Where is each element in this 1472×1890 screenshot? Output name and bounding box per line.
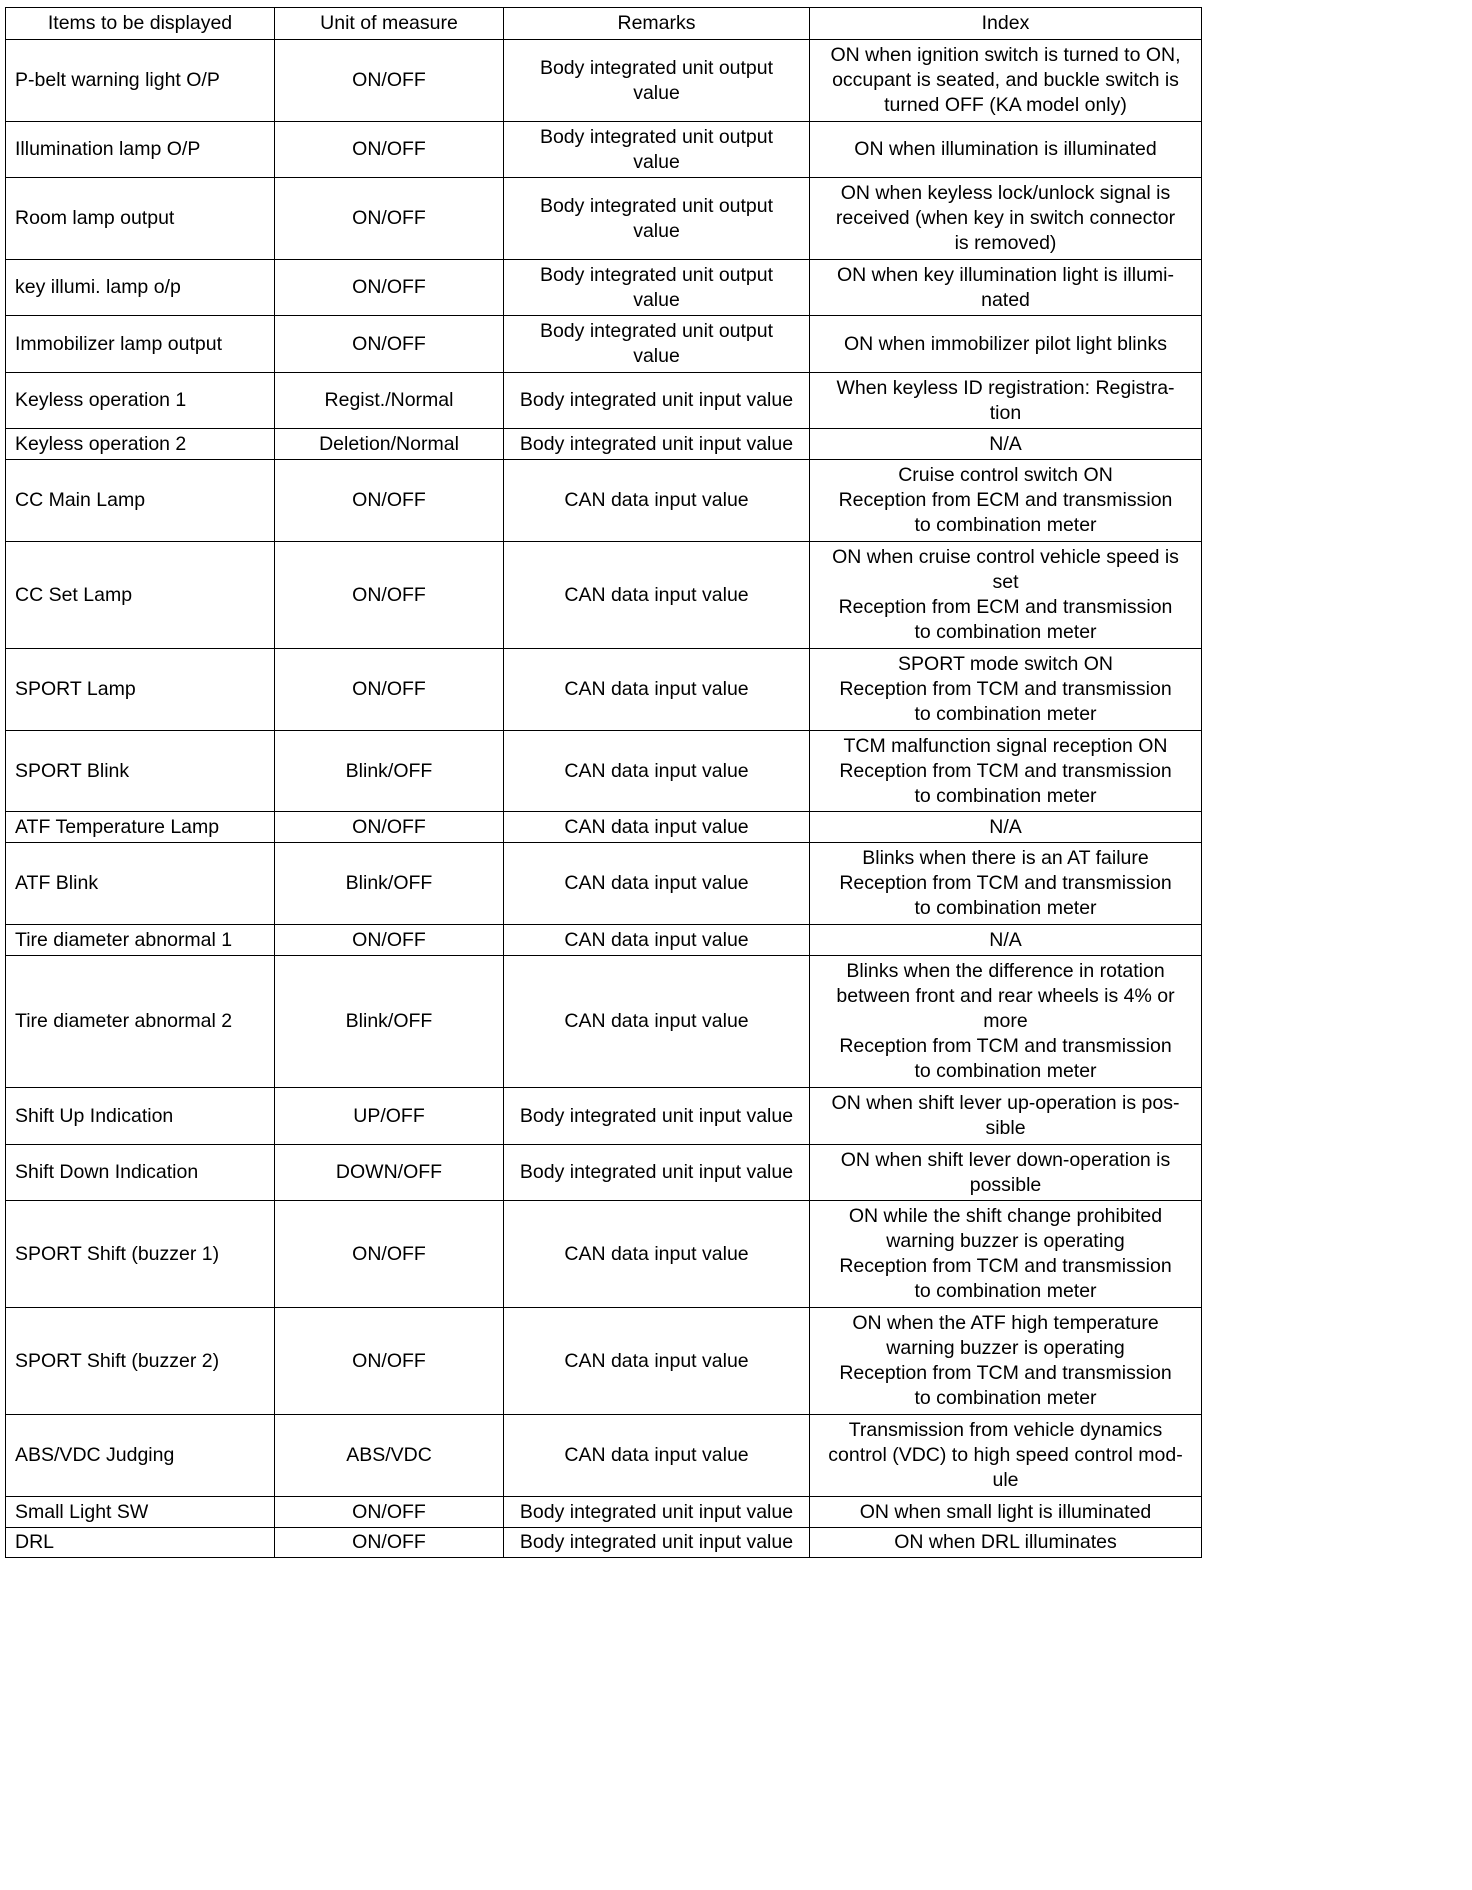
cell-line: Blinks when the difference in rotation xyxy=(846,960,1165,982)
table-row xyxy=(6,731,1202,812)
cell-remarks xyxy=(504,1528,810,1558)
cell-unit: ABS/VDC xyxy=(275,1415,504,1497)
table-row xyxy=(6,429,1202,460)
cell-index xyxy=(810,316,1202,373)
table-row xyxy=(6,1528,1202,1558)
cell-line: CAN data input value xyxy=(564,1349,749,1372)
cell-item: Tire diameter abnormal 1 xyxy=(6,925,275,956)
cell-line: is removed) xyxy=(954,232,1057,254)
cell-remarks xyxy=(504,1145,810,1201)
cell-line: Body integrated unit input value xyxy=(519,1161,794,1183)
table-row xyxy=(6,40,1202,122)
cell-line: ON when DRL illuminates xyxy=(894,1531,1117,1553)
cell-line: Body integrated unit input value xyxy=(519,1104,794,1127)
cell-remarks xyxy=(504,1201,810,1308)
cell-line: Reception from TCM and transmission xyxy=(839,678,1172,700)
cell-line: warning buzzer is operating xyxy=(886,1337,1125,1359)
table-row xyxy=(6,649,1202,731)
cell-item: P-belt warning light O/P xyxy=(6,40,275,122)
cell-remarks xyxy=(504,843,810,925)
cell-line: TCM malfunction signal reception ON xyxy=(843,734,1168,757)
cell-index xyxy=(810,373,1202,429)
header-unit: Unit of measure xyxy=(275,8,504,40)
cell-line: CAN data input value xyxy=(564,759,749,782)
cell-line: more xyxy=(983,1010,1028,1032)
cell-item: Room lamp output xyxy=(6,178,275,260)
table-row xyxy=(6,316,1202,373)
cell-item: Shift Up Indication xyxy=(6,1088,275,1145)
cell-unit: Blink/OFF xyxy=(275,731,504,812)
cell-remarks xyxy=(504,122,810,178)
cell-line: warning buzzer is operating xyxy=(886,1230,1125,1252)
cell-line: ON when cruise control vehicle speed is xyxy=(832,546,1179,568)
cell-line: value xyxy=(633,219,680,242)
cell-line: Reception from TCM and transmission xyxy=(839,1255,1172,1277)
cell-index xyxy=(810,1145,1202,1201)
cell-item: CC Main Lamp xyxy=(6,460,275,542)
cell-line: Reception from TCM and transmission xyxy=(839,872,1172,894)
table-row xyxy=(6,373,1202,429)
cell-remarks xyxy=(504,956,810,1088)
table-row xyxy=(6,812,1202,843)
cell-unit: ON/OFF xyxy=(275,122,504,178)
cell-line: SPORT mode switch ON xyxy=(898,653,1113,675)
cell-index xyxy=(810,1088,1202,1145)
cell-index xyxy=(810,956,1202,1088)
cell-line: Reception from TCM and transmission xyxy=(839,1035,1172,1057)
cell-line: between front and rear wheels is 4% or xyxy=(836,985,1175,1007)
cell-item: SPORT Lamp xyxy=(6,649,275,731)
table-row xyxy=(6,1308,1202,1415)
cell-line: to combination meter xyxy=(914,897,1097,919)
table-row xyxy=(6,956,1202,1088)
header-index: Index xyxy=(810,8,1202,40)
table-row xyxy=(6,542,1202,649)
cell-remarks xyxy=(504,460,810,542)
cell-item: Shift Down Indication xyxy=(6,1145,275,1201)
cell-index xyxy=(810,1415,1202,1497)
cell-index xyxy=(810,542,1202,649)
cell-remarks xyxy=(504,429,810,460)
cell-line: Body integrated unit input value xyxy=(519,1531,794,1553)
cell-remarks xyxy=(504,731,810,812)
cell-remarks xyxy=(504,649,810,731)
cell-index xyxy=(810,812,1202,843)
cell-item: Keyless operation 2 xyxy=(6,429,275,460)
cell-unit: ON/OFF xyxy=(275,1528,504,1558)
cell-remarks xyxy=(504,260,810,316)
table-header xyxy=(6,8,1202,40)
cell-line: ON when ignition switch is turned to ON, xyxy=(830,44,1181,66)
cell-line: Body integrated unit output xyxy=(539,320,774,342)
cell-index xyxy=(810,178,1202,260)
cell-index xyxy=(810,843,1202,925)
cell-line: value xyxy=(633,81,680,104)
cell-line: CAN data input value xyxy=(564,489,749,511)
cell-item: Tire diameter abnormal 2 xyxy=(6,956,275,1088)
cell-line: to combination meter xyxy=(914,1280,1097,1302)
header-row xyxy=(6,8,1202,40)
cell-line: turned OFF (KA model only) xyxy=(884,94,1127,116)
cell-item: ATF Blink xyxy=(6,843,275,925)
cell-remarks xyxy=(504,373,810,429)
cell-line: tion xyxy=(989,401,1022,424)
cell-index xyxy=(810,925,1202,956)
cell-index xyxy=(810,1201,1202,1308)
cell-index xyxy=(810,1528,1202,1558)
cell-line: received (when key in switch connector xyxy=(835,207,1176,229)
cell-remarks xyxy=(504,925,810,956)
cell-line: Body integrated unit input value xyxy=(519,432,794,455)
cell-item: Immobilizer lamp output xyxy=(6,316,275,373)
cell-index xyxy=(810,1308,1202,1415)
cell-unit: ON/OFF xyxy=(275,1201,504,1308)
table-row xyxy=(6,122,1202,178)
cell-remarks xyxy=(504,1497,810,1528)
cell-line: Reception from ECM and transmission xyxy=(838,489,1173,511)
cell-line: ON when immobilizer pilot light blinks xyxy=(844,332,1167,355)
cell-remarks xyxy=(504,812,810,843)
header-items: Items to be displayed xyxy=(6,8,275,40)
cell-item: ATF Temperature Lamp xyxy=(6,812,275,843)
cell-line: Blinks when there is an AT failure xyxy=(862,847,1149,869)
cell-unit: ON/OFF xyxy=(275,812,504,843)
cell-index xyxy=(810,429,1202,460)
cell-item: Small Light SW xyxy=(6,1497,275,1528)
header-remarks: Remarks xyxy=(504,8,810,40)
cell-index xyxy=(810,260,1202,316)
cell-remarks xyxy=(504,316,810,373)
cell-line: Body integrated unit input value xyxy=(519,1500,794,1523)
table-row xyxy=(6,260,1202,316)
cell-line: Cruise control switch ON xyxy=(898,464,1113,486)
cell-line: Body integrated unit output xyxy=(539,56,774,79)
table-row xyxy=(6,1088,1202,1145)
cell-item: ABS/VDC Judging xyxy=(6,1415,275,1497)
cell-line: value xyxy=(633,345,680,367)
cell-line: to combination meter xyxy=(914,1387,1097,1409)
cell-unit: ON/OFF xyxy=(275,260,504,316)
cell-line: Reception from TCM and transmission xyxy=(839,759,1172,782)
cell-remarks xyxy=(504,178,810,260)
cell-line: Reception from TCM and transmission xyxy=(839,1362,1172,1384)
cell-line: CAN data input value xyxy=(564,815,749,838)
cell-line: ON when the ATF high temperature xyxy=(852,1312,1159,1334)
cell-line: value xyxy=(633,150,680,173)
cell-unit: Regist./Normal xyxy=(275,373,504,429)
cell-line: N/A xyxy=(989,815,1022,838)
cell-index xyxy=(810,1497,1202,1528)
cell-line: ule xyxy=(992,1469,1019,1491)
cell-line: sible xyxy=(985,1117,1026,1139)
cell-line: value xyxy=(633,288,680,311)
table-row xyxy=(6,1145,1202,1201)
cell-line: CAN data input value xyxy=(564,872,749,894)
cell-unit: ON/OFF xyxy=(275,1308,504,1415)
cell-unit: ON/OFF xyxy=(275,40,504,122)
cell-line: to combination meter xyxy=(914,1060,1097,1082)
cell-item: SPORT Shift (buzzer 2) xyxy=(6,1308,275,1415)
cell-line: CAN data input value xyxy=(564,583,749,606)
cell-line: N/A xyxy=(989,928,1022,951)
table-row xyxy=(6,1201,1202,1308)
cell-line: CAN data input value xyxy=(564,678,749,700)
data-monitor-table xyxy=(5,7,1202,1558)
cell-line: N/A xyxy=(989,432,1022,455)
cell-line: possible xyxy=(969,1173,1042,1196)
cell-unit: UP/OFF xyxy=(275,1088,504,1145)
cell-line: Transmission from vehicle dynamics xyxy=(848,1419,1163,1441)
cell-line: ON while the shift change prohibited xyxy=(848,1205,1163,1227)
cell-line: ON when small light is illuminated xyxy=(859,1500,1152,1523)
cell-remarks xyxy=(504,1415,810,1497)
cell-line: Reception from ECM and transmission xyxy=(838,596,1173,618)
cell-line: Body integrated unit output xyxy=(539,194,774,217)
cell-item: Illumination lamp O/P xyxy=(6,122,275,178)
table-row xyxy=(6,178,1202,260)
cell-index xyxy=(810,649,1202,731)
cell-item: SPORT Blink xyxy=(6,731,275,812)
cell-remarks xyxy=(504,40,810,122)
table-row xyxy=(6,460,1202,542)
cell-line: occupant is seated, and buckle switch is xyxy=(832,69,1179,91)
cell-line: ON when shift lever down-operation is xyxy=(840,1148,1171,1171)
cell-item: Keyless operation 1 xyxy=(6,373,275,429)
cell-line: ON when shift lever up-operation is pos- xyxy=(831,1092,1180,1114)
cell-unit: ON/OFF xyxy=(275,1497,504,1528)
cell-line: ON when illumination is illuminated xyxy=(854,138,1157,160)
cell-unit: Blink/OFF xyxy=(275,956,504,1088)
cell-unit: ON/OFF xyxy=(275,649,504,731)
cell-item: DRL xyxy=(6,1528,275,1558)
cell-line: ON when keyless lock/unlock signal is xyxy=(840,182,1171,204)
cell-unit: Deletion/Normal xyxy=(275,429,504,460)
table-row xyxy=(6,843,1202,925)
cell-unit: ON/OFF xyxy=(275,178,504,260)
cell-unit: Blink/OFF xyxy=(275,843,504,925)
cell-line: to combination meter xyxy=(914,784,1097,807)
cell-item: key illumi. lamp o/p xyxy=(6,260,275,316)
cell-index xyxy=(810,122,1202,178)
cell-line: CAN data input value xyxy=(564,928,749,951)
table-row xyxy=(6,925,1202,956)
cell-line: Body integrated unit input value xyxy=(519,389,794,411)
cell-line: Body integrated unit output xyxy=(539,125,774,148)
cell-item: CC Set Lamp xyxy=(6,542,275,649)
cell-line: CAN data input value xyxy=(564,1010,749,1032)
cell-unit: ON/OFF xyxy=(275,925,504,956)
cell-index xyxy=(810,460,1202,542)
cell-line: to combination meter xyxy=(914,703,1097,725)
cell-remarks xyxy=(504,1088,810,1145)
cell-unit: ON/OFF xyxy=(275,460,504,542)
cell-line: CAN data input value xyxy=(564,1444,749,1466)
cell-unit: DOWN/OFF xyxy=(275,1145,504,1201)
cell-index xyxy=(810,40,1202,122)
cell-unit: ON/OFF xyxy=(275,542,504,649)
cell-remarks xyxy=(504,542,810,649)
cell-line: set xyxy=(992,571,1019,593)
cell-line: to combination meter xyxy=(914,514,1097,536)
table-body xyxy=(6,40,1202,1558)
cell-unit: ON/OFF xyxy=(275,316,504,373)
cell-line: control (VDC) to high speed control mod- xyxy=(828,1444,1183,1466)
cell-line: Body integrated unit output xyxy=(539,263,774,286)
cell-remarks xyxy=(504,1308,810,1415)
cell-line: ON when key illumination light is illumi- xyxy=(836,263,1175,286)
cell-line: nated xyxy=(981,288,1030,311)
cell-line: to combination meter xyxy=(914,621,1097,643)
cell-item: SPORT Shift (buzzer 1) xyxy=(6,1201,275,1308)
table-row xyxy=(6,1415,1202,1497)
cell-line: CAN data input value xyxy=(564,1242,749,1265)
cell-line: When keyless ID registration: Registra- xyxy=(836,376,1175,399)
cell-index xyxy=(810,731,1202,812)
table-row xyxy=(6,1497,1202,1528)
